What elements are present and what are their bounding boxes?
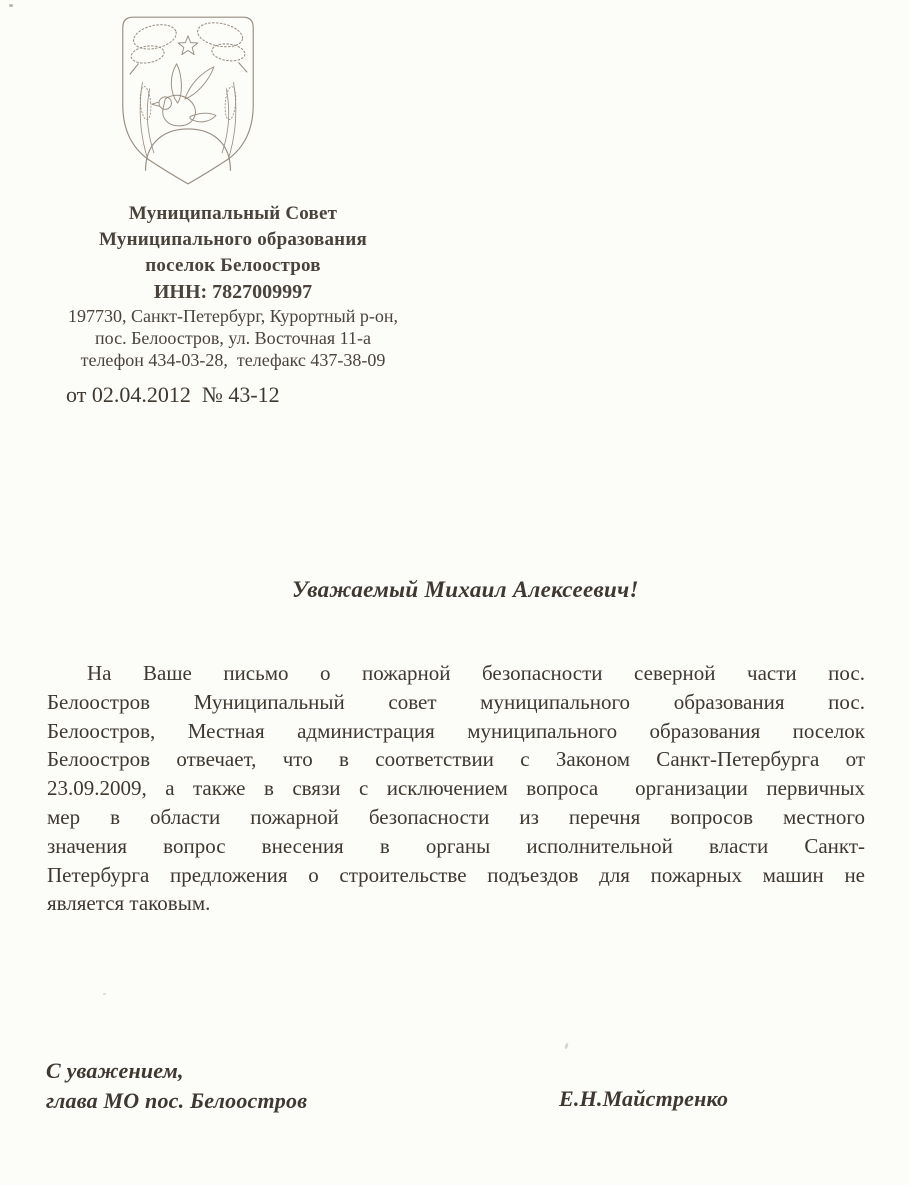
body-text-line: Белоостров Муниципальный совет муниципального образования пос. — [47, 689, 865, 714]
star-icon — [178, 36, 198, 55]
dove-icon — [152, 64, 216, 126]
org-name-line-2: Муниципального образования — [99, 229, 367, 250]
body-text-line: мер в области пожарной безопасности из перечня вопросов местного — [47, 804, 865, 829]
coat-of-arms — [114, 12, 262, 188]
phone-fax-line: телефон 434-03-28, телефакс 437-38-09 — [80, 350, 386, 370]
beloostrov-emblem-drawing — [114, 12, 262, 188]
body-text-line: Белоостров, Местная администрация муниципального образования поселок — [47, 718, 865, 743]
body-text-line: значения вопрос внесения в органы исполнительной власти Санкт- — [47, 833, 865, 858]
address-line-2: пос. Белоостров, ул. Восточная 11-а — [95, 328, 371, 348]
scan-speck — [9, 4, 13, 7]
signature-name: Е.Н.Майстренко — [559, 1086, 729, 1111]
body-text-line: является таковым. — [47, 891, 211, 916]
date-number-line: от 02.04.2012 № 43-12 — [66, 382, 280, 407]
scan-speck — [564, 1043, 569, 1050]
body-text-line: Белоостров отвечает, что в соответствии с Законом Санкт-Петербурга от — [47, 747, 865, 772]
closing-line-regards: С уважением, — [46, 1058, 184, 1083]
letter-body — [47, 659, 865, 918]
inn-line: ИНН: 7827009997 — [153, 281, 313, 303]
closing-line-title: глава МО пос. Белоостров — [46, 1088, 308, 1113]
foliage-right — [196, 19, 247, 72]
body-text-line: Петербурга предложения о строительстве подъездов для пожарных машин не — [47, 862, 865, 887]
scan-speck — [103, 993, 106, 995]
foliage-left — [130, 21, 179, 74]
org-name-line-3: поселок Белоостров — [145, 255, 321, 276]
address-line-1: 197730, Санкт-Петербург, Курортный р-он, — [68, 306, 398, 326]
mound-outline — [146, 129, 231, 170]
body-text-line: На Ваше письмо о пожарной безопасности северной части пос. — [87, 661, 865, 685]
body-text-line: 23.09.2009, а также в связи с исключением вопроса организации первичных — [47, 776, 865, 801]
salutation-line: Уважаемый Михаил Алексеевич! — [292, 577, 639, 602]
org-name-line-1: Муниципальный Совет — [128, 203, 338, 224]
letterhead-block — [58, 201, 408, 371]
closing-block — [46, 1056, 307, 1116]
shield-outline — [123, 17, 253, 184]
